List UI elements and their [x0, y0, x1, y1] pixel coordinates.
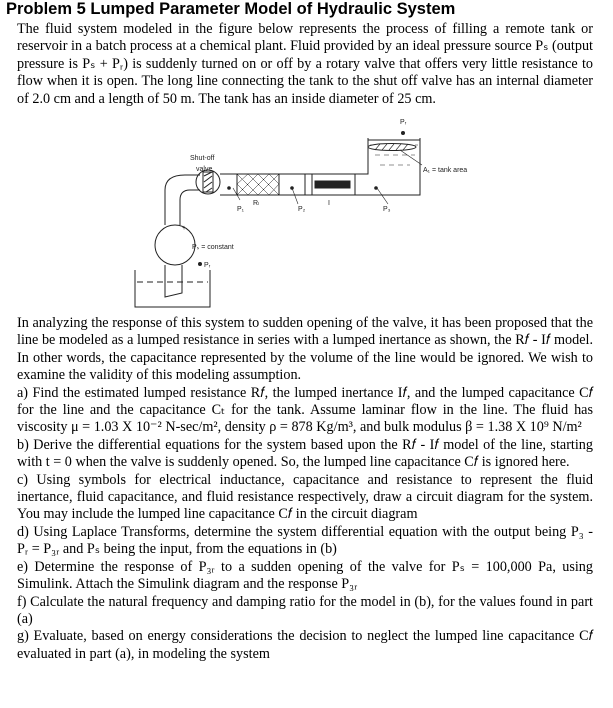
question-c: c) Using symbols for electrical inductance, capacitance and resistance to represent the fluid inertance, fluid capacitance, and fluid resistance respectively, draw a circuit diagram for the system. You may include the lumped line capacitance C𝑓 in the circuit diagram [17, 471, 593, 523]
question-f: f) Calculate the natural frequency and damping ratio for the model in (b), for the values found in part (a) [17, 593, 593, 627]
problem-title: Problem 5 Lumped Parameter Model of Hydraulic System [6, 0, 456, 18]
label-tank-area: A₁ = tank area [423, 167, 468, 174]
label-p1: P₁ [237, 206, 245, 213]
label-valve: valve [196, 166, 213, 173]
source-reservoir [135, 270, 210, 307]
label-plus: + [182, 225, 187, 232]
question-d: d) Using Laplace Transforms, determine the system differential equation with the output being P₃ - Pᵣ = P₃ᵣ and Pₛ being the input, from the equations in (b) [17, 523, 593, 558]
label-rl: Rₗ [253, 200, 260, 207]
label-pr-bottom: Pᵣ [204, 262, 211, 269]
analysis-paragraph: In analyzing the response of this system to sudden opening of the valve, it has been proposed that the line be modeled as a lumped resistance in series with a lumped inertance as shown, the R𝑓 - I𝑓 model. In other words, the capacitance represented by the volume of the line would be ignored. We wish to examine the validity of this modeling assumption. [17, 315, 593, 384]
label-p3: P₃ [383, 206, 391, 213]
resistance-section [237, 174, 279, 195]
intro-paragraph: The fluid system modeled in the figure below represents the process of filling a remote tank or reservoir in a batch process at a chemical plant. Fluid provided by an ideal pressure source Pₛ (output pressure is Pₛ + Pᵣ) is suddenly turned on or off by a rotary valve that offers very little resistance to flow when it is open. The long line connecting the tank to the shut off valve has an internal diameter of 2.0 cm and a length of 50 m. The tank has an inside diameter of 25 cm. [17, 21, 593, 107]
label-pr-top: Pᵣ [400, 119, 407, 126]
label-ps: Pₛ = constant [192, 244, 234, 251]
label-shutoff: Shut-off [190, 155, 215, 162]
question-g: g) Evaluate, based on energy considerations the decision to neglect the lumped line capacitance C𝑓 evaluated in part (a), in modeling the system [17, 628, 593, 662]
question-a: a) Find the estimated lumped resistance R𝑓, the lumped inertance I𝑓, and the lumped capacitance C𝑓 for the line and the capacitance Cₜ for the tank. Assume laminar flow in the line. The fluid has viscosity μ = 1.03 X 10⁻² N-sec/m², density ρ = 878 Kg/m³, and bulk modulus β = 1.38 X 10⁹ N/m² [17, 384, 593, 436]
question-e: e) Determine the response of P₃ᵣ to a sudden opening of the valve for Pₛ = 100,000 Pa, using Simulink. Attach the Simulink diagram and the response P₃ᵣ [17, 558, 593, 593]
pressure-source-circle [155, 225, 195, 265]
analysis-section [17, 315, 593, 663]
hydraulic-system-figure [130, 110, 490, 310]
label-inertance: I [328, 200, 330, 207]
label-p2: P₂ [298, 206, 306, 213]
question-b: b) Derive the differential equations for the system based upon the R𝑓 - I𝑓 model of the line, starting with t = 0 when the valve is suddenly opened. So, the lumped line capacitance C𝑓 is ignored here. [17, 436, 593, 471]
inertance-mass [315, 181, 350, 188]
